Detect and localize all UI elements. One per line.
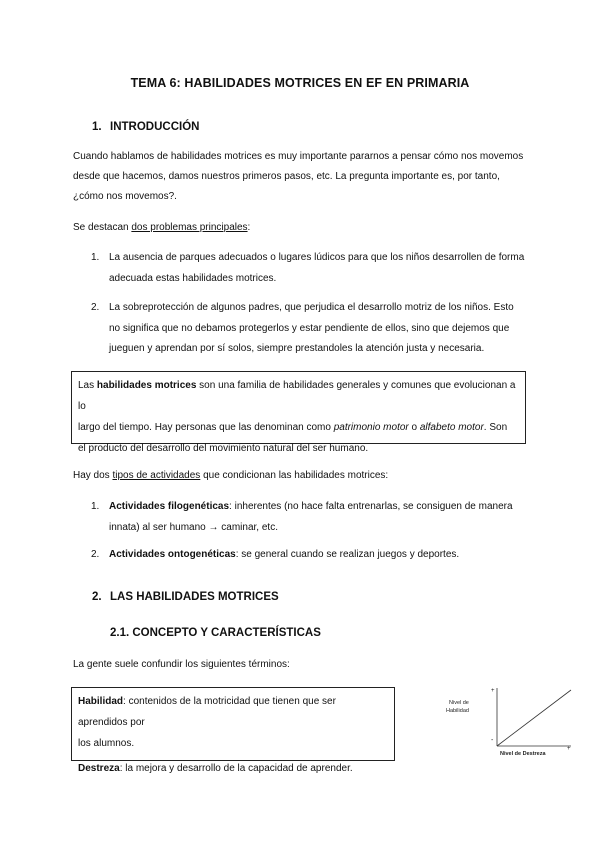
italic-term: patrimonio motor xyxy=(333,422,409,433)
text-fragment: . Son xyxy=(483,422,508,433)
underlined-term: tipos de actividades xyxy=(112,470,201,481)
underlined-term: dos problemas principales xyxy=(131,222,248,233)
text-line xyxy=(78,758,388,779)
bold-term: Habilidad xyxy=(78,696,124,707)
text-line: La sobreprotección de algunos padres, que perjudica el desarrollo motriz de los niños. Esto xyxy=(109,302,514,313)
text-line xyxy=(78,417,519,438)
bold-term: Actividades filogenéticas xyxy=(109,501,230,512)
list-item-problem-1 xyxy=(91,248,561,290)
section-title: LAS HABILIDADES MOTRICES xyxy=(110,591,279,603)
activities-lead xyxy=(73,466,388,486)
section-number: 1. xyxy=(92,121,102,133)
text-line xyxy=(78,375,519,417)
list-item-problem-2 xyxy=(91,298,561,360)
bold-term: Destreza xyxy=(78,763,120,774)
text-line: desde que hacemos, damos nuestros primeros pasos, etc. La pregunta importante es, por tanto, xyxy=(73,171,500,182)
section-heading-introduccion xyxy=(92,121,199,133)
skill-dexterity-chart xyxy=(440,682,580,762)
text-fragment: o xyxy=(408,422,420,433)
terms-box xyxy=(71,687,395,774)
section-title: INTRODUCCIÓN xyxy=(110,121,200,133)
bold-term: habilidades motrices xyxy=(96,380,197,391)
bold-term: Actividades ontogenéticas xyxy=(109,549,236,560)
text-line: innata) al ser humano → caminar, etc. xyxy=(109,521,278,533)
text-fragment: que condicionan las habilidades motrices: xyxy=(200,470,389,481)
list-number: 1. xyxy=(91,252,100,263)
x-axis-plus-label: + xyxy=(567,746,571,752)
text-line: no significa que no debamos protegerlos y estar pendiente de ellos, sino que dejemos que xyxy=(109,322,510,334)
list-item-activity-1 xyxy=(91,497,561,539)
text-fragment: Las xyxy=(78,380,97,391)
text-fragment: Se destacan xyxy=(73,222,132,233)
x-axis-label: Nivel de Destreza xyxy=(500,751,546,757)
list-item-activity-2 xyxy=(91,545,561,567)
text-line: los alumnos. xyxy=(78,738,135,749)
terms-lead: La gente suele confundir los siguientes términos: xyxy=(73,659,290,670)
y-axis-minus-label: - xyxy=(491,737,494,744)
list-number: 2. xyxy=(91,549,100,560)
text-fragment: largo del tiempo. Hay personas que las denominan como xyxy=(78,422,334,433)
text-line: Cuando hablamos de habilidades motrices es muy importante pararnos a pensar cómo nos movemos xyxy=(73,151,524,162)
text-fragment: : xyxy=(247,222,251,233)
subsection-heading-concepto: 2.1. CONCEPTO Y CARACTERÍSTICAS xyxy=(110,627,321,639)
y-axis-plus-label: + xyxy=(491,688,495,694)
text-line: ¿cómo nos movemos?. xyxy=(73,191,177,202)
text-line: jueguen y aprendan por sí solos, siempre prestandoles la atención justa y necesaria. xyxy=(109,343,485,354)
document-title: TEMA 6: HABILIDADES MOTRICES EN EF EN PRIMARIA xyxy=(130,76,470,90)
text-fragment: Hay dos xyxy=(73,470,113,481)
text-fragment: : inherentes (no hace falta entrenarlas, se consiguen de manera xyxy=(229,501,513,512)
text-fragment: son una familia de habilidades generales y comunes que evolucionan a lo xyxy=(78,380,516,412)
italic-term: alfabeto motor xyxy=(419,422,484,433)
text-fragment: : se general cuando se realizan juegos y deportes. xyxy=(235,549,460,560)
text-line xyxy=(109,545,459,566)
definition-box xyxy=(71,371,526,454)
y-axis-label-line2: Habilidad xyxy=(446,708,469,714)
text-fragment: : la mejora y desarrollo de la capacidad de aprender. xyxy=(119,763,353,774)
text-line: La ausencia de parques adecuados o lugares lúdicos para que los niños desarrollen de forma xyxy=(109,252,525,263)
list-number: 1. xyxy=(91,501,100,512)
text-line xyxy=(109,497,513,518)
text-fragment: : contenidos de la motricidad que tienen que ser aprendidos por xyxy=(78,696,336,728)
section-heading-habilidades-motrices xyxy=(92,591,279,603)
list-number: 2. xyxy=(91,302,100,313)
series-line xyxy=(497,690,571,746)
text-line: adecuada estas habilidades motrices. xyxy=(109,272,277,284)
section-number: 2. xyxy=(92,591,102,603)
text-line xyxy=(78,691,388,733)
intro-paragraph xyxy=(73,147,523,207)
problems-lead xyxy=(73,218,250,238)
text-line: el producto del desarrollo del movimiento natural del ser humano. xyxy=(78,443,369,454)
y-axis-label-line1: Nivel de xyxy=(449,700,469,706)
